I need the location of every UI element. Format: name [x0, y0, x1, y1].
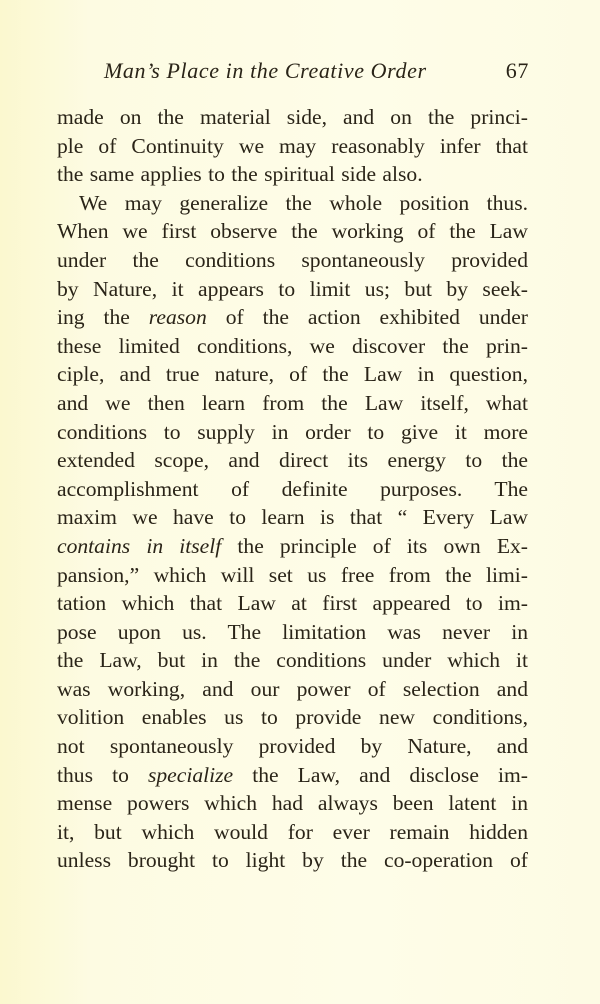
text-segment: the Law, but in the conditions under which it — [57, 648, 528, 673]
italic-text: reason — [148, 305, 207, 330]
text-segment: volition enables us to provide new conditions, — [57, 705, 528, 730]
text-line — [57, 703, 528, 732]
italic-text: specialize — [147, 762, 234, 787]
text-line — [57, 246, 528, 275]
text-segment: pose upon us. The limitation was never in — [57, 619, 528, 644]
text-segment: ing the — [57, 305, 149, 330]
text-line — [57, 818, 528, 847]
text-segment: thus to — [57, 762, 148, 787]
text-segment: ple of Continuity we may reasonably infer that — [57, 133, 528, 158]
text-segment: under the conditions spontaneously provided — [57, 247, 528, 272]
text-line — [57, 332, 528, 361]
page-number: 67 — [505, 58, 529, 83]
text-segment: ciple, and true nature, of the Law in question, — [57, 362, 528, 387]
text-segment: mense powers which had always been latent in — [57, 791, 528, 816]
running-header — [104, 58, 529, 84]
text-line — [57, 846, 528, 875]
text-segment: When we first observe the working of the Law — [57, 219, 528, 244]
text-segment: the same applies to the spiritual side also. — [57, 162, 423, 187]
text-segment: conditions to supply in order to give it more — [57, 419, 528, 444]
text-line — [57, 303, 528, 332]
text-segment: was working, and our power of selection and — [57, 676, 528, 701]
text-segment: the principle of its own Ex- — [221, 533, 528, 558]
text-line — [57, 389, 528, 418]
text-line — [57, 103, 528, 132]
text-line — [57, 646, 528, 675]
text-line — [57, 532, 528, 561]
text-segment: the Law, and disclose im- — [233, 762, 528, 787]
text-line — [57, 589, 528, 618]
text-segment: made on the material side, and on the princi- — [57, 105, 528, 129]
text-segment: it, but which would for ever remain hidden — [57, 819, 528, 844]
text-segment: by Nature, it appears to limit us; but by seek- — [57, 276, 528, 301]
text-line — [57, 446, 528, 475]
text-segment: maxim we have to learn is that “ Every Law — [57, 505, 528, 530]
text-line — [57, 675, 528, 704]
text-line — [57, 275, 528, 304]
text-line — [57, 503, 528, 532]
italic-text: contains in itself — [57, 533, 222, 558]
text-line — [57, 360, 528, 389]
text-line — [57, 618, 528, 647]
text-line — [57, 132, 528, 161]
text-segment: unless brought to light by the co-operation of — [57, 848, 528, 873]
text-line — [57, 217, 528, 246]
text-segment: accomplishment of definite purposes. The — [57, 476, 528, 501]
text-line — [57, 732, 528, 761]
text-segment: of the action exhibited under — [206, 305, 528, 330]
text-segment: extended scope, and direct its energy to the — [57, 448, 528, 473]
text-line — [57, 561, 528, 590]
text-line — [57, 418, 528, 447]
text-line — [57, 475, 528, 504]
text-line — [57, 160, 528, 189]
running-title: Man’s Place in the Creative Order — [104, 58, 427, 83]
text-line — [57, 189, 528, 218]
text-line — [57, 761, 528, 790]
text-segment: these limited conditions, we discover the prin- — [57, 333, 528, 358]
text-line — [57, 789, 528, 818]
text-segment: and we then learn from the Law itself, what — [57, 390, 528, 415]
body-text — [57, 103, 528, 875]
text-segment: We may generalize the whole position thus. — [79, 190, 528, 215]
text-segment: tation which that Law at first appeared to im- — [57, 591, 528, 616]
text-segment: pansion,” which will set us free from the limi- — [57, 562, 528, 587]
text-segment: not spontaneously provided by Nature, and — [57, 734, 528, 759]
